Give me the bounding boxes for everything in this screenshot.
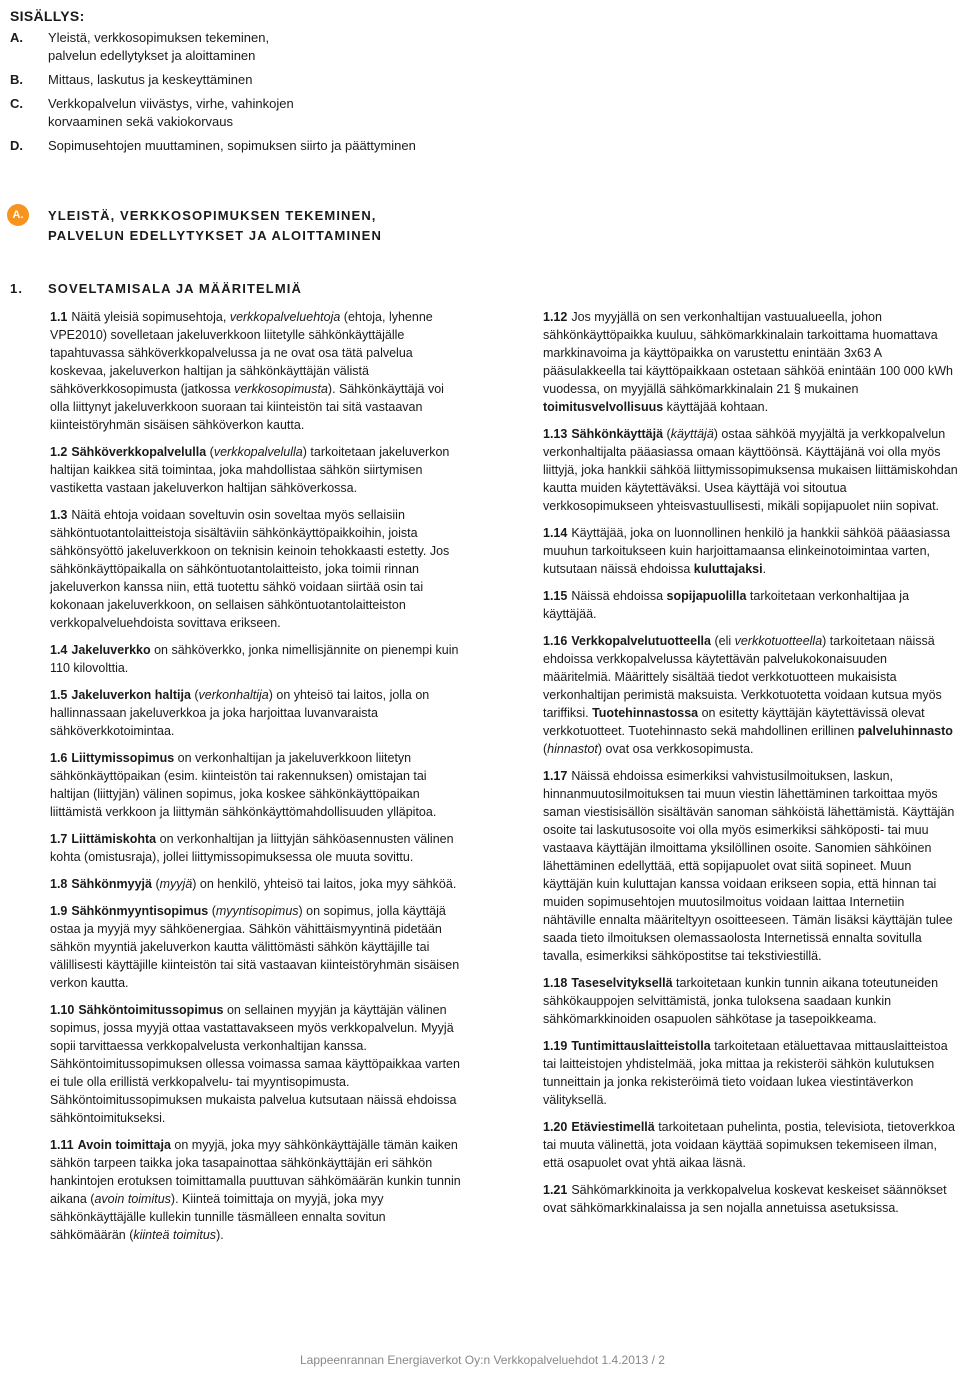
- clause-text: myyjä: [159, 877, 193, 891]
- clause-paragraph: [543, 308, 958, 416]
- left-column: [50, 308, 462, 1253]
- clause-paragraph: [543, 587, 958, 623]
- toc-item-b: [10, 71, 470, 89]
- clause-text: verkkotuotteella: [734, 634, 823, 648]
- clause-number: 1.20: [543, 1120, 568, 1134]
- clause-number: 1.2: [50, 445, 68, 459]
- toc-letter: A.: [10, 30, 23, 45]
- clause-text: verkonhaltija: [198, 688, 269, 702]
- clause-number: 1.18: [543, 976, 568, 990]
- clause-text: käyttäjää kohtaan.: [663, 400, 769, 414]
- clause-text: Jos myyjällä on sen verkonhaltijan vastuualueella, johon sähkönkäyttöpaikka kuuluu, sähkömarkkinalain tarkoittama huomattava markkinavoima ja käyttöpaikka on varustettu enintään 3x63 A pääsulakkeella tai käyttöpaikkaan ostetaan sähköä enintään 100 000 kWh vuodessa, on myyjällä sähkömarkkinalain 21 § mukainen: [543, 310, 954, 396]
- toc-letter: B.: [10, 72, 23, 87]
- clause-number: 1.1: [50, 310, 68, 324]
- clause-text: on esitetty käyttäjän käytettävissä olevat verkkotuotteet. Tuotehinnasto sekä mahdollinen erillinen: [543, 706, 925, 738]
- clause-text: Näitä yleisiä sopimusehtoja,: [71, 310, 230, 324]
- subsection-heading: [10, 280, 470, 298]
- clause-text: (: [206, 445, 214, 459]
- defined-term: Sähköntoimitussopimus: [78, 1003, 224, 1017]
- clause-paragraph: [50, 641, 462, 677]
- section-heading-line: PALVELUN EDELLYTYKSET JA ALOITTAMINEN: [48, 228, 382, 243]
- clause-text: ) tarkoitetaan jakeluverkon haltijan kaikkea sitä toimintaa, joka mahdollistaa sähkön siirtymisen vastiketta vastaan jakeluverkon haltijan sähköverkossa.: [50, 445, 450, 495]
- clause-text: on sähköverkko, jonka nimellisjännite on pienempi kuin 110 kilovolttia.: [50, 643, 459, 675]
- defined-term: Etäviestimellä: [571, 1120, 655, 1134]
- clause-number: 1.21: [543, 1183, 568, 1197]
- toc-text-line: Yleistä, verkkosopimuksen tekeminen,: [48, 30, 270, 45]
- toc-text-line: korvaaminen sekä vakiokorvaus: [48, 114, 233, 129]
- clause-text: (: [543, 742, 548, 756]
- clause-text: on verkonhaltijan ja jakeluverkkoon liitetyn sähkönkäyttöpaikan (esim. kiinteistön tai rakennuksen) omistajan tai haltijan (liittyjän) välinen sopimus, joka koskee sähkönkäyttöpaikan liittämistä verkkoon ja liittymän sähkönkäyttömahdollisuuden ylläpitoa.: [50, 751, 437, 819]
- clause-number: 1.12: [543, 310, 568, 324]
- defined-term: palveluhinnasto: [857, 724, 953, 738]
- clause-paragraph: [543, 1118, 958, 1172]
- toc-item-a: [10, 29, 470, 65]
- clause-number: 1.4: [50, 643, 68, 657]
- section-badge: A.: [7, 204, 29, 226]
- clause-text: ) on sopimus, jolla käyttäjä ostaa ja myyjä myy sähköenergiaa. Sähkön vähittäismyyntinä pidetään sähkön myyntiä jakeluverkon kautta välittömästi sähkön käyttäjille tai välillisesti käyttäjille kiinteistön tai sitä vastaavan kiinteistöryhmän sisäisen verkon kautta.: [50, 904, 460, 990]
- toc-letter: C.: [10, 96, 23, 111]
- clause-text: myyntisopimus: [215, 904, 299, 918]
- clause-text: verkkopalvelulla: [213, 445, 303, 459]
- clause-number: 1.19: [543, 1039, 568, 1053]
- clause-text: Näissä ehdoissa: [571, 589, 667, 603]
- subsection-title: SOVELTAMISALA JA MÄÄRITELMIÄ: [48, 281, 302, 296]
- clause-paragraph: [50, 1001, 462, 1127]
- clause-text: (: [190, 688, 199, 702]
- defined-term: Sähkönmyyjä: [71, 877, 152, 891]
- clause-paragraph: [50, 686, 462, 740]
- clause-text: ) on henkilö, yhteisö tai laitos, joka myy sähköä.: [192, 877, 457, 891]
- clause-text: (: [208, 904, 216, 918]
- clause-number: 1.5: [50, 688, 68, 702]
- clause-text: kiinteä toimitus: [133, 1228, 217, 1242]
- clause-text: on sellainen myyjän ja käyttäjän välinen sopimus, jossa myyjä ottaa vastattavakseen myös verkkopalvelun. Myyjä sopii tarvittaessa verkkopalvelusta verkonhaltijan kanssa. Sähköntoimitussopimuksen ollessa voimassa samaa käyttöpaikkaa varten ei tule olla erillistä verkkopalvelu- tai myyntisopimusta. Sähköntoimitussopimuksen mukaista palvelua kutsutaan näissä ehdoissa sähköntoimitukseksi.: [50, 1003, 460, 1125]
- toc-text: [48, 29, 470, 65]
- defined-term: Sähköverkkopalvelulla: [71, 445, 207, 459]
- clause-number: 1.13: [543, 427, 568, 441]
- clause-text: ). Kiinteä toimittaja on myyjä, joka myy sähkönkäyttäjälle kullekin tunnille täsmälleen ennalta sovitun sähkömäärän (: [50, 1192, 386, 1242]
- clause-text: (eli: [710, 634, 735, 648]
- clause-text: ) tarkoitetaan näissä ehdoissa verkkopalvelussa käytettävän palvelukokonaisuuden määritelmiä. Määrittely sisältää tiedot verkkotuotteen mukaisista verkonhaltijan perimistä maksuista. Verkkotuotetta voidaan kutsua myös tariffiksi.: [543, 634, 942, 720]
- clause-paragraph: [50, 1136, 462, 1244]
- clause-text: hinnastot: [547, 742, 598, 756]
- clause-text: (ehtoja, lyhenne VPE2010) sovelletaan jakeluverkkoon liitetylle sähkönkäyttäjälle tapahtuvassa sähköverkkopalvelussa ja ne ovat osa tätä palvelua koskevaa, jakeluverkon haltijan ja sähkönkäyttäjän välistä sähköverkkosopimusta (jatkossa: [50, 310, 433, 396]
- clause-number: 1.16: [543, 634, 568, 648]
- clause-text: ).: [216, 1228, 224, 1242]
- clause-text: Näitä ehtoja voidaan soveltuvin osin soveltaa myös sellaisiin sähköntuotantolaitteistoja sisältäviin sähkönkäyttöpaikkoihin, joista sähkönsyöttö jakeluverkkoon on teknisin keinoin tehokkaasti estetty. Jos sähkönkäyttöpaikalla on sähköntuotantolaitteisto, joka toimii rinnan jakeluverkon kanssa niin, että tuotettu sähkö voidaan siirtää osin tai kokonaan jakeluverkkoon, on sellaisen sähköntuotantolaitteiston verkkopalveluehdoista sovittava erikseen.: [50, 508, 450, 630]
- clause-text: verkkosopimusta: [234, 382, 328, 396]
- clause-text: on myyjä, joka myy sähkönkäyttäjälle tämän kaiken sähkön tarpeen taikka joka tasapainottaa sähkönkäyttäjän eri sähkön hankintojen erotuksen toimittamalla puuttuvan sähkömäärän kunkin tunnin aikana (: [50, 1138, 461, 1206]
- clause-text: tarkoitetaan verkonhaltijaa ja käyttäjää.: [543, 589, 910, 621]
- clause-paragraph: [50, 308, 462, 434]
- clause-paragraph: [50, 902, 462, 992]
- clause-paragraph: [543, 767, 958, 965]
- defined-term: toimitusvelvollisuus: [543, 400, 664, 414]
- clause-number: 1.10: [50, 1003, 75, 1017]
- clause-text: ) on yhteisö tai laitos, jolla on hallinnassaan jakeluverkkoa ja joka harjoittaa luvanvaraista sähköverkkotoimintaa.: [50, 688, 430, 738]
- toc-letter: D.: [10, 138, 23, 153]
- defined-term: Tuntimittauslaitteistolla: [571, 1039, 711, 1053]
- toc-text-line: palvelun edellytykset ja aloittaminen: [48, 48, 256, 63]
- clause-text: Käyttäjää, joka on luonnollinen henkilö ja hankkii sähköä pääasiassa muuhun tarkoitukseen kuin harjoittamaansa elinkeinotoimintaa varten, kutsutaan näissä ehdoissa: [543, 526, 951, 576]
- defined-term: kuluttajaksi: [693, 562, 763, 576]
- defined-term: Jakeluverkon haltija: [71, 688, 191, 702]
- defined-term: Sähkönmyyntisopimus: [71, 904, 209, 918]
- clause-paragraph: [543, 974, 958, 1028]
- clause-number: 1.8: [50, 877, 68, 891]
- defined-term: sopijapuolilla: [666, 589, 747, 603]
- clause-text: (: [663, 427, 671, 441]
- clause-text: käyttäjä: [670, 427, 714, 441]
- clause-text: (: [151, 877, 160, 891]
- clause-text: Sähkömarkkinoita ja verkkopalvelua koskevat keskeiset säännökset ovat sähkömarkkinalaissa ja sen nojalla annetuissa asetuksissa.: [543, 1183, 947, 1215]
- defined-term: Verkkopalvelutuotteella: [571, 634, 711, 648]
- clause-number: 1.9: [50, 904, 68, 918]
- section-heading: [48, 206, 508, 246]
- toc-text-line: Verkkopalvelun viivästys, virhe, vahinkojen: [48, 96, 294, 111]
- clause-paragraph: [50, 443, 462, 497]
- clause-number: 1.7: [50, 832, 68, 846]
- clause-number: 1.11: [50, 1138, 74, 1152]
- defined-term: Liittymissopimus: [71, 751, 175, 765]
- clause-paragraph: [50, 875, 462, 893]
- clause-text: ). Sähkönkäyttäjä voi olla liittynyt jakeluverkkoon suoraan tai kiinteistön tai sitä vastaavan kiinteistöryhmän sisäisen sähköverkon kautta.: [50, 382, 444, 432]
- clause-paragraph: [50, 506, 462, 632]
- table-of-contents: [10, 6, 470, 161]
- clause-number: 1.6: [50, 751, 68, 765]
- clause-paragraph: [50, 830, 462, 866]
- toc-item-c: [10, 95, 470, 131]
- clause-number: 1.3: [50, 508, 68, 522]
- clause-paragraph: [543, 524, 958, 578]
- toc-text: Mittaus, laskutus ja keskeyttäminen: [48, 72, 253, 87]
- clause-paragraph: [543, 1037, 958, 1109]
- clause-number: 1.14: [543, 526, 568, 540]
- clause-text: verkkopalveluehtoja: [229, 310, 341, 324]
- toc-title: SISÄLLYS:: [10, 8, 85, 24]
- clause-text: on verkonhaltijan ja liittyjän sähköasennusten välinen kohta (omistusraja), jollei liittymissopimuksessa ole muuta sovittu.: [50, 832, 454, 864]
- defined-term: Liittämiskohta: [71, 832, 157, 846]
- clause-text: tarkoitetaan etäluettavaa mittauslaitteistoa tai laitteistojen yhdistelmää, joka mittaa ja rekisteröi sähkön kulutuksen tunneittain ja jonka rekisteröimä tieto voidaan lukea viestintäverkon välityksellä.: [543, 1039, 948, 1107]
- clause-paragraph: [543, 1181, 958, 1217]
- section-heading-line: YLEISTÄ, VERKKOSOPIMUKSEN TEKEMINEN,: [48, 208, 377, 223]
- clause-text: tarkoitetaan puhelinta, postia, televisiota, tietoverkkoa tai muuta välinettä, jota voidaan käyttää sopimuksen tekemiseen ilman, että osapuolet ovat yhtä aikaa läsnä.: [543, 1120, 955, 1170]
- clause-number: 1.15: [543, 589, 568, 603]
- clause-text: Näissä ehdoissa esimerkiksi vahvistusilmoituksen, laskun, hinnanmuutosilmoituksen tai muun viestin lähettäminen tarkoittaa myös saman viestisisällön sisältävän sanoman sähköistä lähettämistä. Käyttäjän osoite tai laskutusosoite voi olla myös esimerkiksi sähköposti- tai muu vastaava käyttäjän ilmoittama yksilöllinen osoite. Sanomien sähköinen lähettäminen edellyttää, että sopijapuolet ovat siitä sopineet. Muun käyttäjän kuin kuluttajan kanssa voidaan erikseen sopia, että hinnan tai muiden sopimusehtojen muutosilmoitus voidaan laittaa Internetiin nähtäville ennalta määriteltyyn osoitteeseen. Tämän lisäksi käyttäjän tulee saada tieto ilmoituksen olemassaolosta Internetissä ennalta sovitulla tavalla, esimerkiksi sähköpostitse tai tekstiviestillä.: [543, 769, 955, 963]
- toc-text: Sopimusehtojen muuttaminen, sopimuksen siirto ja päättyminen: [48, 138, 416, 153]
- defined-term: Tuotehinnastossa: [592, 706, 699, 720]
- clause-paragraph: [543, 632, 958, 758]
- defined-term: Taseselvityksellä: [571, 976, 673, 990]
- toc-item-d: [10, 137, 470, 155]
- defined-term: Jakeluverkko: [71, 643, 151, 657]
- clause-text: tarkoitetaan kunkin tunnin aikana toteutuneiden sähkökauppojen selvittämistä, jonka tuloksena saadaan kunkin sähkömarkkinoiden osapuolen sähkötase ja tasepoikkeama.: [543, 976, 939, 1026]
- defined-term: Sähkönkäyttäjä: [571, 427, 664, 441]
- clause-paragraph: [543, 425, 958, 515]
- clause-text: .: [762, 562, 767, 576]
- subsection-number: 1.: [10, 281, 24, 296]
- defined-term: Avoin toimittaja: [77, 1138, 171, 1152]
- clause-text: avoin toimitus: [94, 1192, 171, 1206]
- clause-text: ) ostaa sähköä myyjältä ja verkkopalvelun verkonhaltijalta pääasiassa omaan käyttöönsä. Käyttäjänä voi olla myös liittyjä, joka hankkii sähköä liittymissopimuksensa mukaisen liittämiskohdan kautta muiden käytettäväksi. Usea käyttäjä voi sitoutua verkkosopimukseen yhteisvastuullisesti, mikäli sopijapuolet niin sopivat.: [543, 427, 958, 513]
- right-column: [543, 308, 958, 1226]
- page-footer: Lappeenrannan Energiaverkot Oy:n Verkkopalveluehdot 1.4.2013 / 2: [300, 1353, 665, 1367]
- clause-text: ) ovat osa verkkosopimusta.: [597, 742, 754, 756]
- clause-number: 1.17: [543, 769, 568, 783]
- toc-text: [48, 95, 470, 131]
- clause-paragraph: [50, 749, 462, 821]
